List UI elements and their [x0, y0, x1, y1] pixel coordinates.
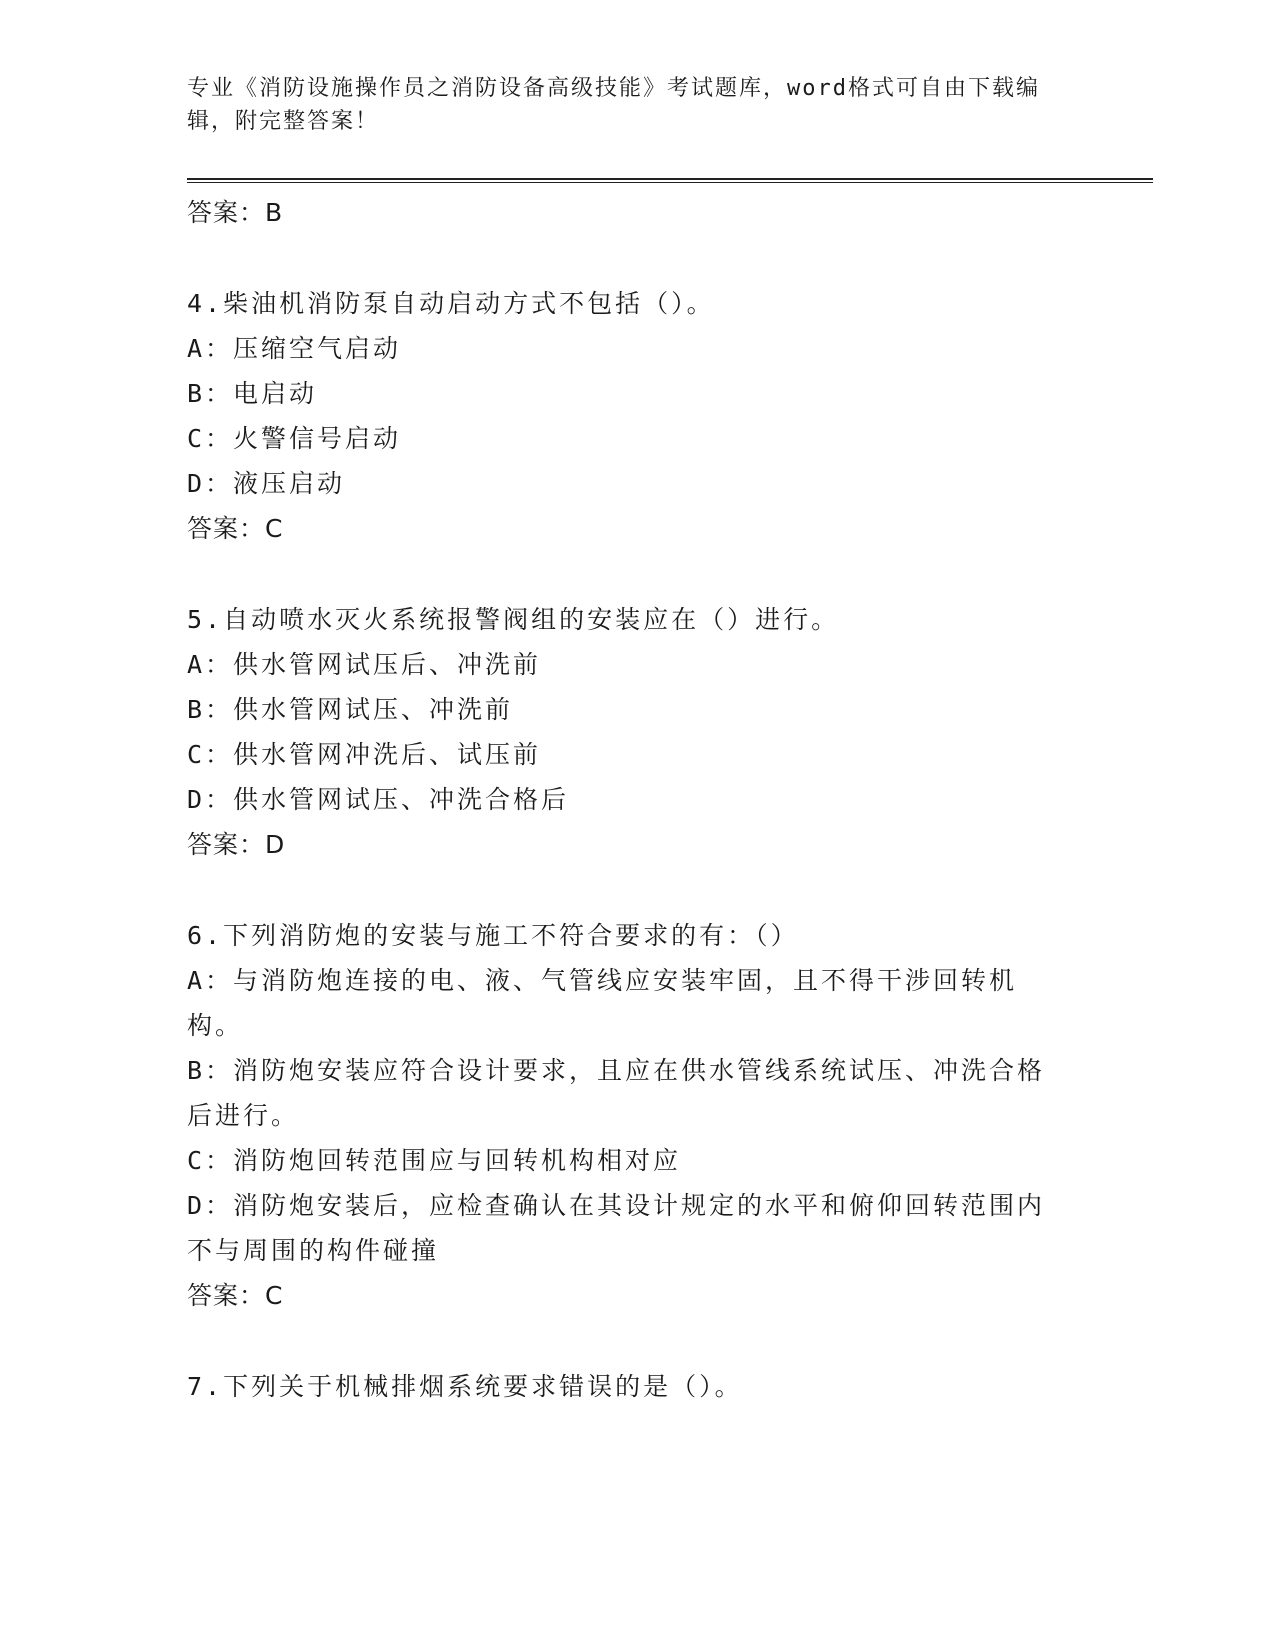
option-c: C：火警信号启动 [187, 424, 402, 453]
question-stem: 4.柴油机消防泵自动启动方式不包括（）。 [187, 289, 715, 318]
header-divider [187, 178, 1153, 183]
answer: 答案：D [187, 830, 286, 859]
question-list [187, 190, 1067, 1409]
option-d: D：供水管网试压、冲洗合格后 [187, 785, 570, 814]
option-b: B：电启动 [187, 379, 318, 408]
option-b: B：消防炮安装应符合设计要求，且应在供水管线系统试压、冲洗合格后进行。 [187, 1056, 1046, 1130]
spacer [187, 235, 1067, 281]
option-b: B：供水管网试压、冲洗前 [187, 695, 514, 724]
spacer [187, 1318, 1067, 1364]
spacer [187, 551, 1067, 597]
option-c: C：供水管网冲洗后、试压前 [187, 740, 542, 769]
question-stem: 6.下列消防炮的安装与施工不符合要求的有：（） [187, 921, 799, 950]
answer-prev: 答案：B [187, 198, 284, 227]
option-d: D：消防炮安装后，应检查确认在其设计规定的水平和俯仰回转范围内不与周围的构件碰撞 [187, 1191, 1046, 1265]
question-4 [187, 281, 1067, 551]
page-header [187, 72, 1067, 138]
answer: 答案：C [187, 514, 284, 543]
option-a: A：压缩空气启动 [187, 334, 402, 363]
question-stem: 5.自动喷水灭火系统报警阀组的安装应在（）进行。 [187, 605, 840, 634]
question-stem: 7.下列关于机械排烟系统要求错误的是（）。 [187, 1372, 743, 1401]
question-6 [187, 913, 1067, 1318]
question-5 [187, 597, 1067, 867]
question-7 [187, 1364, 1067, 1409]
header-text: 专业《消防设施操作员之消防设备高级技能》考试题库，word格式可自由下载编辑，附完整答案！ [187, 76, 1040, 134]
answer: 答案：C [187, 1281, 284, 1310]
spacer [187, 867, 1067, 913]
option-c: C：消防炮回转范围应与回转机构相对应 [187, 1146, 682, 1175]
option-a: A：供水管网试压后、冲洗前 [187, 650, 542, 679]
option-d: D：液压启动 [187, 469, 346, 498]
option-a: A：与消防炮连接的电、液、气管线应安装牢固，且不得干涉回转机构。 [187, 966, 1018, 1040]
